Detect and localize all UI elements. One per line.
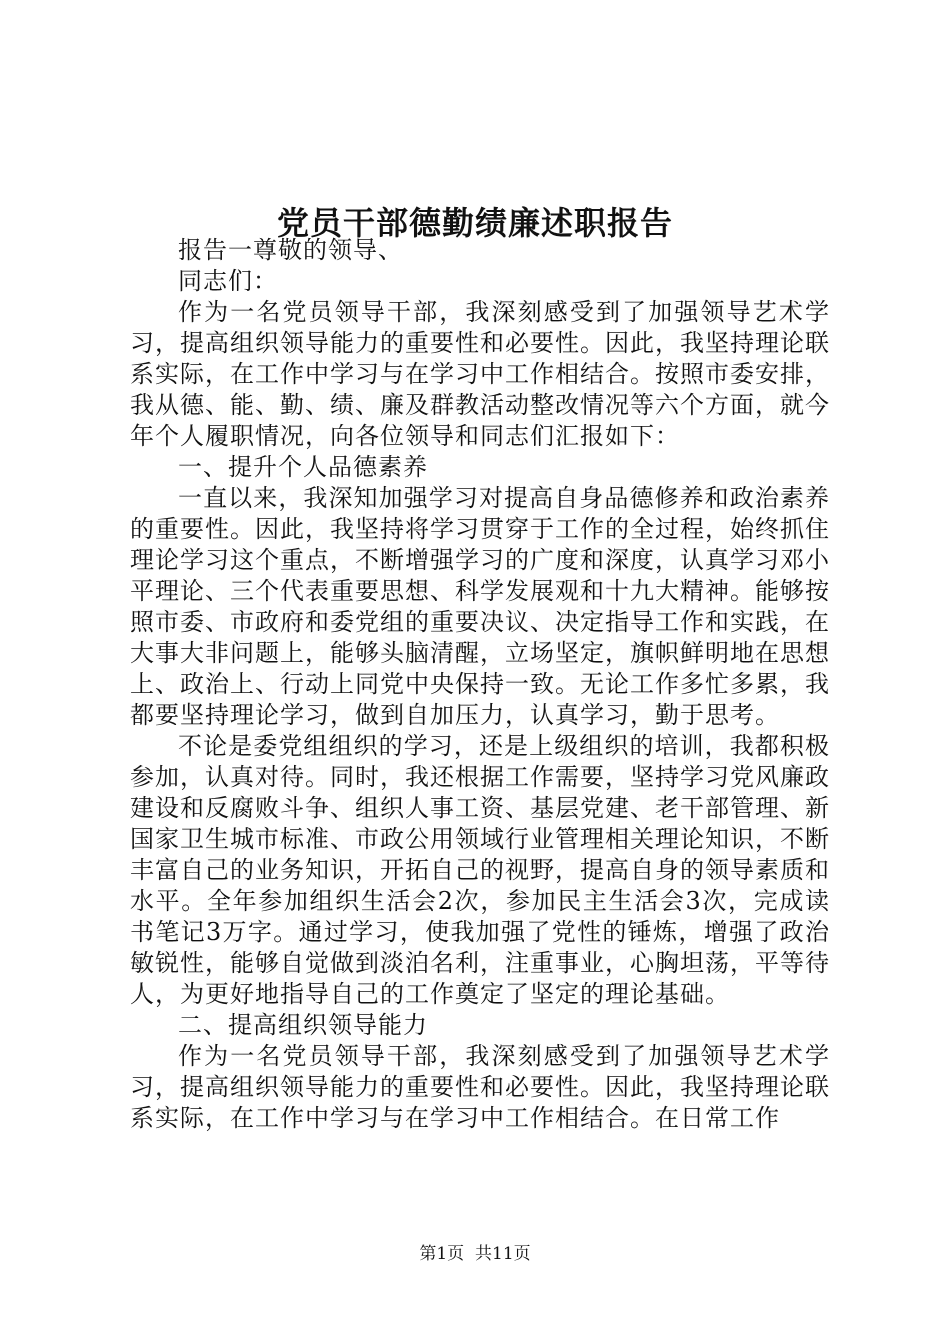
section-heading-1: 一、提升个人品德素养: [178, 453, 428, 481]
document-title: 党员干部德勤绩廉述职报告: [276, 204, 673, 243]
page-number: 第1页: [419, 1244, 465, 1264]
paragraph-address: 同志们：: [178, 267, 278, 295]
paragraph-salutation: 报告一尊敬的领导、: [178, 236, 403, 264]
document-body: [130, 235, 830, 1134]
page-footer: [0, 1242, 950, 1266]
paragraph-section-1b: 不论是委党组组织的学习，还是上级组织的培训，我都积极参加，认真对待。同时，我还根据工作需要，坚持学习党风廉政建设和反腐败斗争、组织人事工资、基层党建、老干部管理、新国家卫生城市标准、市政公用领域行业管理相关理论知识，不断丰富自己的业务知识，开拓自己的视野，提高自身的领导素质和水平。全年参加组织生活会2次，参加民主生活会3次，完成读书笔记3万字。通过学习，使我加强了党性的锤炼，增强了政治敏锐性，能够自觉做到淡泊名利，注重事业，心胸坦荡，平等待人，为更好地指导自己的工作奠定了坚定的理论基础。: [130, 732, 830, 1008]
section-heading-2: 二、提高组织领导能力: [178, 1011, 428, 1039]
paragraph-section-2a: 作为一名党员领导干部，我深刻感受到了加强领导艺术学习，提高组织领导能力的重要性和必要性。因此，我坚持理论联系实际，在工作中学习与在学习中工作相结合。在日常工作: [130, 1042, 830, 1132]
paragraph-section-1a: 一直以来，我深知加强学习对提高自身品德修养和政治素养的重要性。因此，我坚持将学习贯穿于工作的全过程，始终抓住理论学习这个重点，不断增强学习的广度和深度，认真学习邓小平理论、三个代表重要思想、科学发展观和十九大精神。能够按照市委、市政府和委党组的重要决议、决定指导工作和实践，在大事大非问题上，能够头脑清醒，立场坚定，旗帜鲜明地在思想上、政治上、行动上同党中央保持一致。无论工作多忙多累，我都要坚持理论学习，做到自加压力，认真学习，勤于思考。: [130, 484, 830, 729]
page-total: 共11页: [475, 1244, 531, 1264]
paragraph-intro: 作为一名党员领导干部，我深刻感受到了加强领导艺术学习，提高组织领导能力的重要性和必要性。因此，我坚持理论联系实际，在工作中学习与在学习中工作相结合。按照市委安排，我从德、能、勤、绩、廉及群教活动整改情况等六个方面，就今年个人履职情况，向各位领导和同志们汇报如下：: [130, 298, 830, 450]
